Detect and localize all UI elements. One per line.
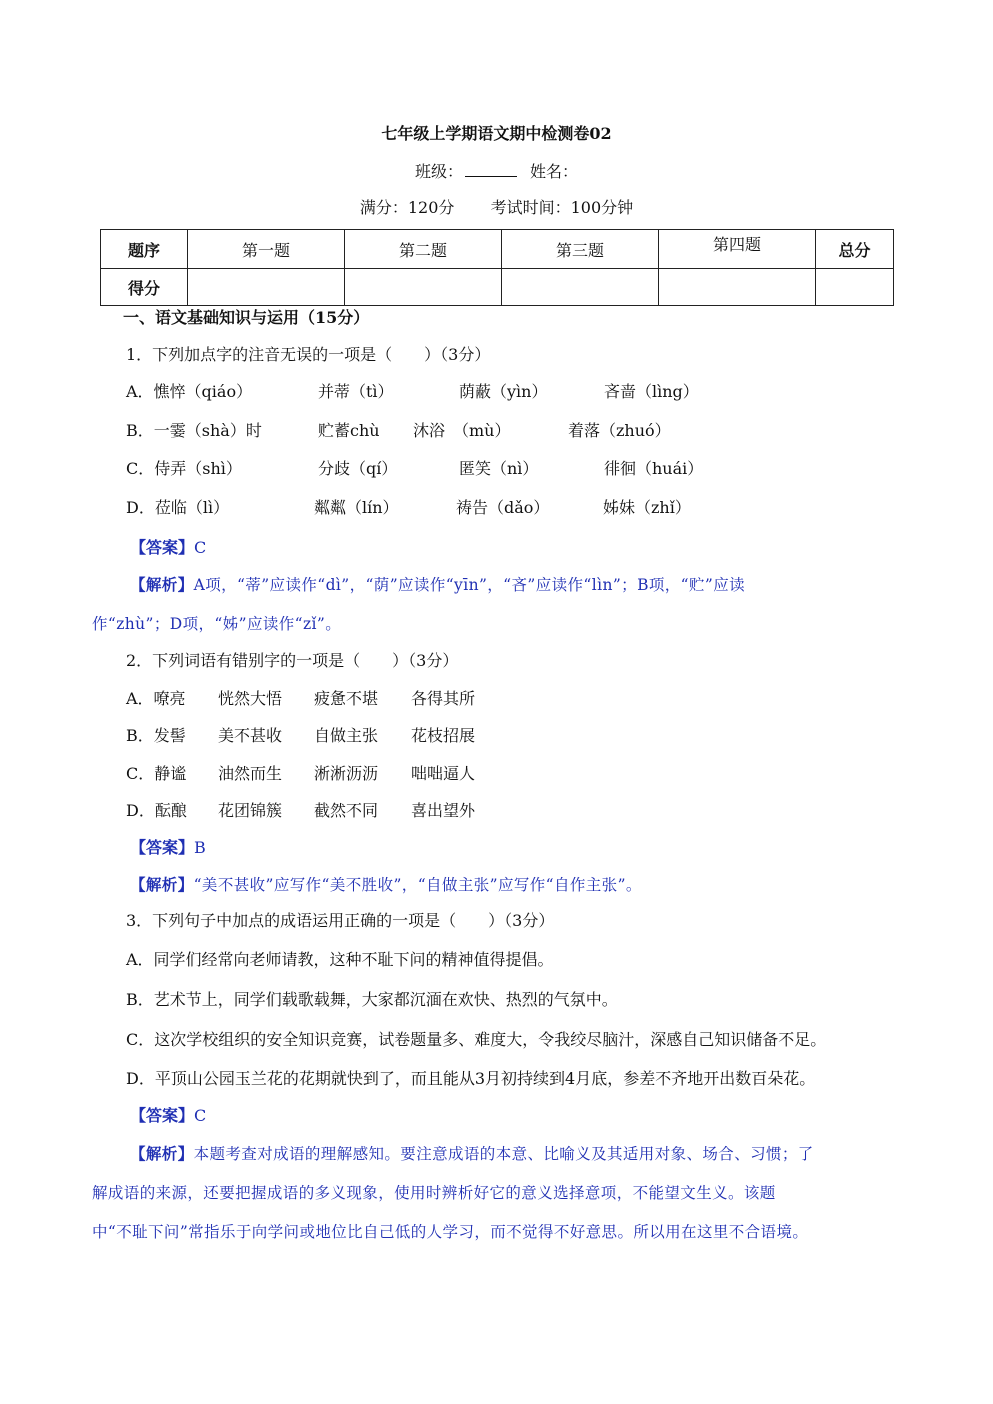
section-title: 一、语文基础知识与运用（15分） — [123, 308, 370, 327]
score-row-label: 得分 — [101, 269, 188, 306]
q2-option-item: 油然而生 — [218, 764, 283, 783]
q1-option-d-item: 粼粼（lín） — [314, 498, 399, 517]
score-cell[interactable] — [816, 269, 894, 306]
score-table — [100, 229, 894, 306]
table-header-cell: 第三题 — [502, 230, 659, 269]
table-header-cell: 第四题 — [659, 230, 816, 269]
score-table-score-row — [101, 269, 894, 306]
answer-tag: 【答案】 — [130, 1106, 195, 1125]
q3-option-c: C．这次学校组织的安全知识竞赛，试卷题量多、难度大，令我绞尽脑汁，深感自己知识储备不足。 — [126, 1030, 827, 1049]
table-header-cell: 题序 — [101, 230, 188, 269]
q2-answer — [130, 835, 206, 858]
score-cell[interactable] — [502, 269, 659, 306]
answer-value: B — [194, 838, 206, 857]
q2-option-item: 咄咄逼人 — [411, 764, 476, 783]
q1-option-b-item: 着落（zhuó） — [568, 421, 671, 440]
q3-answer — [130, 1103, 206, 1126]
q1-option-d-item: 姊妹（zhǐ） — [603, 498, 691, 517]
name-label: 姓名： — [530, 162, 579, 181]
q2-option-item: 花枝招展 — [411, 726, 476, 745]
q3-option-a: A．同学们经常向老师请教，这种不耻下问的精神值得提倡。 — [126, 950, 554, 969]
analysis-text: A项，“蒂”应读作“dì”，“荫”应读作“yīn”，“吝”应读作“lìn”；B项，“贮”应读 — [193, 576, 746, 594]
exam-info-line — [0, 195, 993, 218]
q1-option-c-item: 分歧（qí） — [318, 459, 398, 478]
question-3-stem: 3．下列句子中加点的成语运用正确的一项是（ ）（3分） — [126, 911, 555, 930]
table-header-cell: 第一题 — [188, 230, 345, 269]
q2-option-item: 疲惫不堪 — [314, 689, 379, 708]
answer-value: C — [194, 1106, 207, 1125]
q1-option-b: B．一霎（shà）时 — [126, 421, 262, 440]
q2-option-item: 花团锦簇 — [218, 801, 283, 820]
analysis-text: “美不甚收”应写作“美不胜收”，“自做主张”应写作“自作主张”。 — [193, 876, 642, 894]
table-header-cell: 第二题 — [345, 230, 502, 269]
q1-option-d-item: 祷告（dǎo） — [456, 498, 550, 517]
q3-analysis-line: 解成语的来源，还要把握成语的多义现象，使用时辨析好它的意义选择意项，不能望文生义。该题 — [92, 1184, 776, 1202]
q2-option-item: 截然不同 — [314, 801, 379, 820]
answer-tag: 【答案】 — [130, 838, 195, 857]
q1-answer — [130, 535, 206, 558]
q1-option-c-item: 徘徊（huái） — [604, 459, 704, 478]
score-cell[interactable] — [188, 269, 345, 306]
answer-tag: 【答案】 — [130, 538, 195, 557]
q3-analysis-line: 中“不耻下问”常指乐于向学问或地位比自己低的人学习，而不觉得不好意思。所以用在这里不合语境。 — [92, 1223, 809, 1241]
student-info-line — [0, 159, 993, 182]
q2-option-a: A．嘹亮 — [126, 689, 186, 708]
q2-option-item: 喜出望外 — [411, 801, 476, 820]
q1-option-c: C．侍弄（shì） — [126, 459, 242, 478]
q3-option-b: B．艺术节上，同学们载歌载舞，大家都沉湎在欢快、热烈的气氛中。 — [126, 990, 618, 1009]
q1-option-b-item: 沐浴 （mù） — [413, 421, 511, 440]
table-header-cell: 总分 — [816, 230, 894, 269]
q3-analysis-line — [130, 1142, 814, 1164]
analysis-tag: 【解析】 — [130, 1144, 194, 1163]
analysis-text: 本题考查对成语的理解感知。要注意成语的本意、比喻义及其适用对象、场合、习惯；了 — [193, 1145, 814, 1163]
class-blank[interactable] — [465, 162, 517, 177]
analysis-tag: 【解析】 — [130, 575, 194, 594]
q2-option-item: 美不甚收 — [218, 726, 283, 745]
q2-analysis-line — [130, 873, 642, 895]
q2-option-item: 淅淅沥沥 — [314, 764, 379, 783]
score-cell[interactable] — [659, 269, 816, 306]
q1-analysis-line — [130, 573, 745, 595]
question-1-stem: 1．下列加点字的注音无误的一项是（ ）（3分） — [126, 345, 491, 364]
q1-option-b-item: 贮蓄chù — [318, 421, 380, 440]
q2-option-item: 自做主张 — [314, 726, 379, 745]
analysis-tag: 【解析】 — [130, 875, 194, 894]
q1-option-d: D．莅临（lì） — [126, 498, 230, 517]
q2-option-item: 各得其所 — [411, 689, 476, 708]
full-score: 满分：120分 — [359, 198, 455, 217]
q1-option-a-item: 吝啬（lìng） — [604, 382, 699, 401]
q1-option-c-item: 匿笑（nì） — [459, 459, 539, 478]
q2-option-item: 恍然大悟 — [218, 689, 283, 708]
q2-option-c: C．静谧 — [126, 764, 187, 783]
score-table-header-row — [101, 230, 894, 269]
q2-option-b: B．发髻 — [126, 726, 186, 745]
q1-option-a-item: 并蒂（tì） — [318, 382, 394, 401]
class-label: 班级： — [414, 162, 463, 181]
answer-value: C — [194, 538, 207, 557]
q1-analysis-line: 作“zhù”；D项，“姊”应读作“zǐ”。 — [92, 615, 342, 633]
q2-option-d: D．酝酿 — [126, 801, 187, 820]
page-title: 七年级上学期语文期中检测卷02 — [381, 124, 612, 143]
question-2-stem: 2．下列词语有错别字的一项是（ ）（3分） — [126, 651, 459, 670]
q3-option-d: D．平顶山公园玉兰花的花期就快到了，而且能从3月初持续到4月底，参差不齐地开出数百朵花。 — [126, 1069, 816, 1088]
score-cell[interactable] — [345, 269, 502, 306]
q1-option-a-item: 荫蔽（yìn） — [459, 382, 548, 401]
exam-time: 考试时间：100分钟 — [490, 198, 634, 217]
q1-option-a: A．憔悴（qiáo） — [126, 382, 253, 401]
